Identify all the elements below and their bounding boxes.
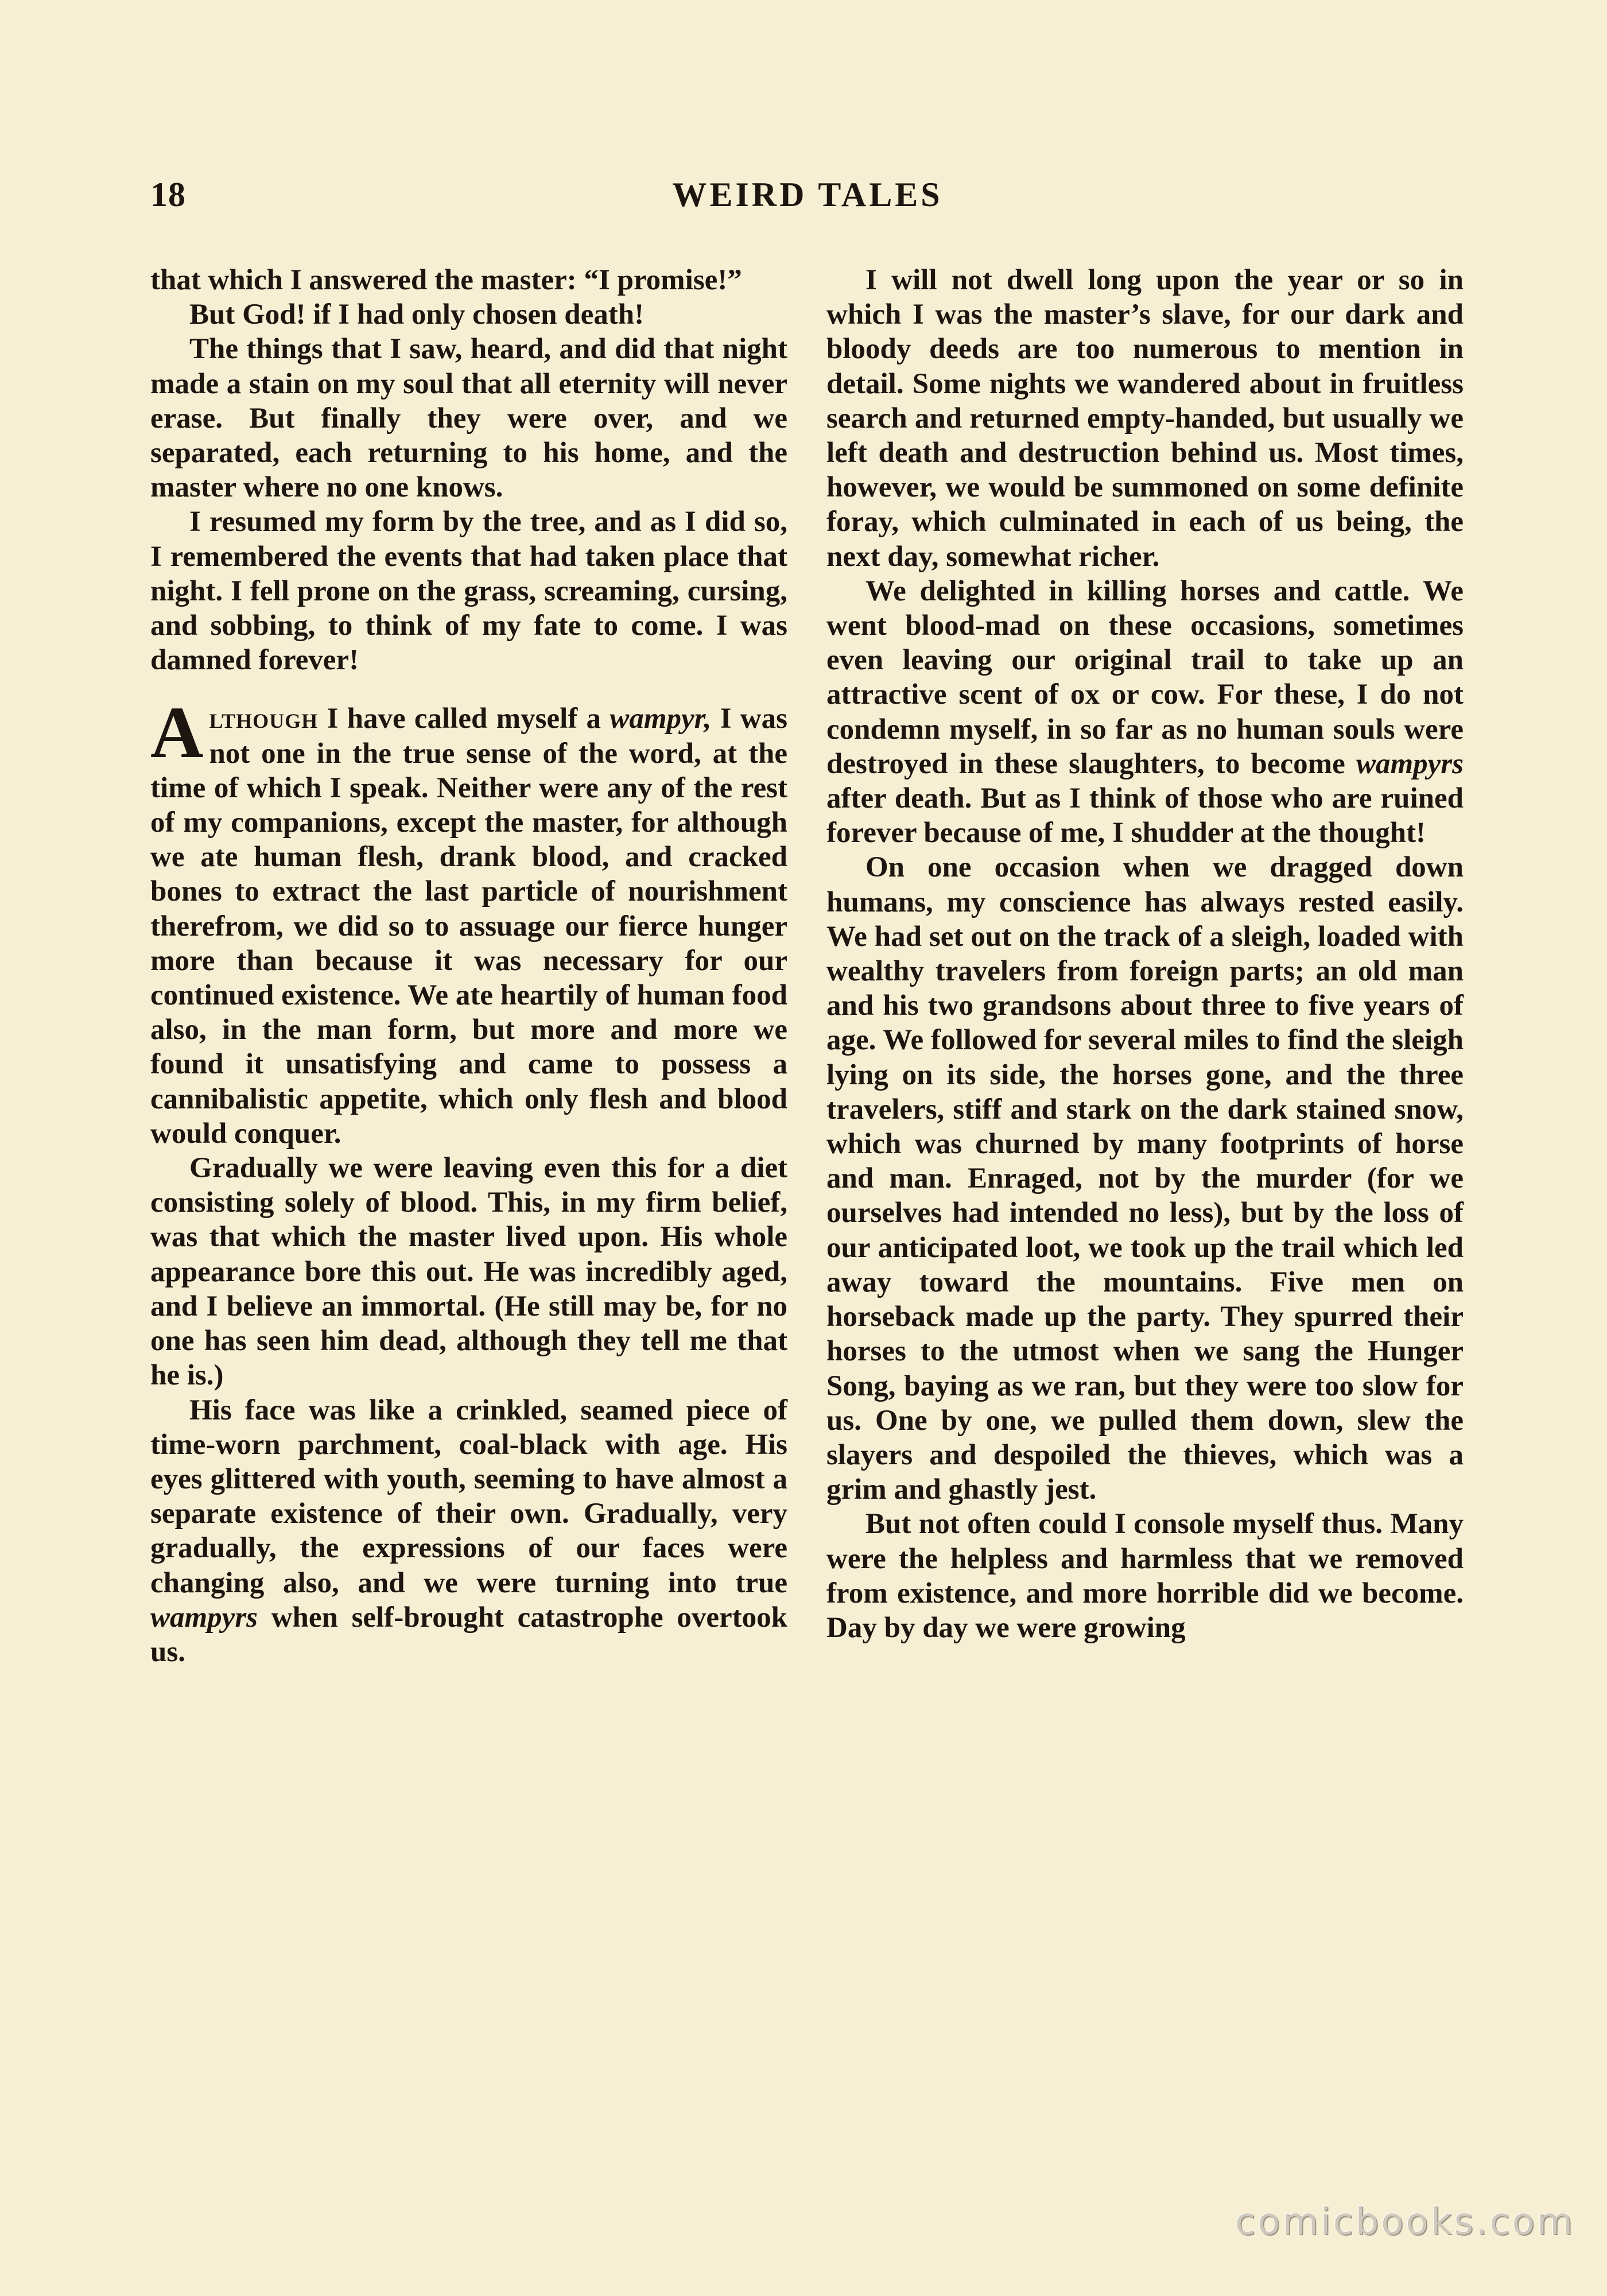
paragraph: Gradually we were leaving even this for a diet consisting solely of blood. This, in my firm belief, was that which the master lived upon. His whole appearance bore this out. He was incredibly aged, and I believe an immortal. (He still may be, for no one has seen him dead, although they tell me that he is.)	[150, 1152, 787, 1392]
paragraph-text: after death. But as I think of those who are ruined forever because of me, I shudder at the thought!	[826, 782, 1464, 850]
running-title: WEIRD TALES	[672, 176, 943, 214]
page-header	[150, 175, 1465, 221]
drop-cap: A	[150, 692, 204, 774]
watermark: comicbooks.com	[1235, 2201, 1575, 2243]
paragraph-text: I was not one in the true sense of the word, at the time of which I speak. Neither were any of the rest of my companions, except the master, for although we ate human flesh, drank blood, and cracked bones to extract the last particle of nourishment therefrom, we did so to assuage our fierce hunger more than because it was necessary for our continued existence. We ate heartily of human food also, in the man form, but more and more we found it unsatisfying and came to possess a cannibalistic appetite, which only flesh and blood would conquer.	[150, 703, 787, 1150]
paragraph: that which I answered the master: “I promise!”	[150, 264, 742, 296]
paragraph-text: His face was like a crinkled, seamed piece of time-worn parchment, coal-black with age. His eyes glittered with youth, seeming to have almost a separate existence of their own. Gradually, very gradually, the expressions of our faces were changing also, and we were turning into true	[150, 1394, 787, 1599]
paragraph: The things that I saw, heard, and did that night made a stain on my soul that all eternity will never erase. But finally they were over, and we separated, each returning to his home, and the master where no one knows.	[150, 333, 787, 504]
paragraph: On one occasion when we dragged down humans, my conscience has always rested easily. We had set out on the track of a sleigh, loaded with wealthy travelers from foreign parts; an old man and his two grandsons about three to five years of age. We followed for several miles to find the sleigh lying on its side, the horses gone, and the three travelers, stiff and stark on the dark stained snow, which was churned by many footprints of horse and man. Enraged, not by the murder (for we ourselves had intended no less), but by the loss of our anticipated loot, we took up the trail which led away toward the mountains. Five men on horseback made up the party. They spurred their horses to the utmost when we sang the Hunger Song, baying as we ran, but they were too slow for us. One by one, we pulled them down, slew the slayers and despoiled the thieves, which was a grim and ghastly jest.	[826, 851, 1464, 1506]
paragraph-text: I have called myself a	[318, 703, 610, 735]
paragraph-text: We delighted in killing horses and cattle. We went blood-mad on these occasions, sometimes even leaving our original trail to take up an attractive scent of ox or cow. For these, I do not condemn myself, in so far as no human souls were destroyed in these slaughters, to become	[826, 575, 1464, 780]
left-column	[150, 263, 787, 2123]
paragraph	[150, 1393, 787, 1670]
paragraph: But God! if I had only chosen death!	[189, 298, 645, 331]
section-paragraph	[150, 692, 787, 1151]
paragraph-text: when self-brought catastrophe overtook us.	[150, 1601, 787, 1668]
small-caps-lead: lthough	[209, 703, 319, 735]
paragraph: But not often could I console myself thus. Many were the helpless and harmless that we removed from existence, and more horrible did we become. Day by day we were growing	[826, 1508, 1464, 1644]
page-number: 18	[150, 176, 186, 214]
paragraph: I resumed my form by the tree, and as I did so, I remembered the events that had taken place that night. I fell prone on the grass, screaming, cursing, and sobbing, to think of my fate to come. I was damned forever!	[150, 506, 787, 677]
italic-term: wampyrs	[1356, 747, 1464, 780]
italic-term: wampyr,	[610, 703, 712, 735]
paragraph: I will not dwell long upon the year or so in which I was the master’s slave, for our dark and bloody deeds are too numerous to mention in detail. Some nights we wandered about in fruitless search and returned empty-handed, but usually we left death and destruction behind us. Most times, however, we would be summoned on some definite foray, which culminated in each of us being, the next day, somewhat richer.	[826, 264, 1464, 573]
right-column	[826, 263, 1464, 2123]
italic-term: wampyrs	[150, 1601, 258, 1634]
paragraph	[826, 574, 1464, 851]
